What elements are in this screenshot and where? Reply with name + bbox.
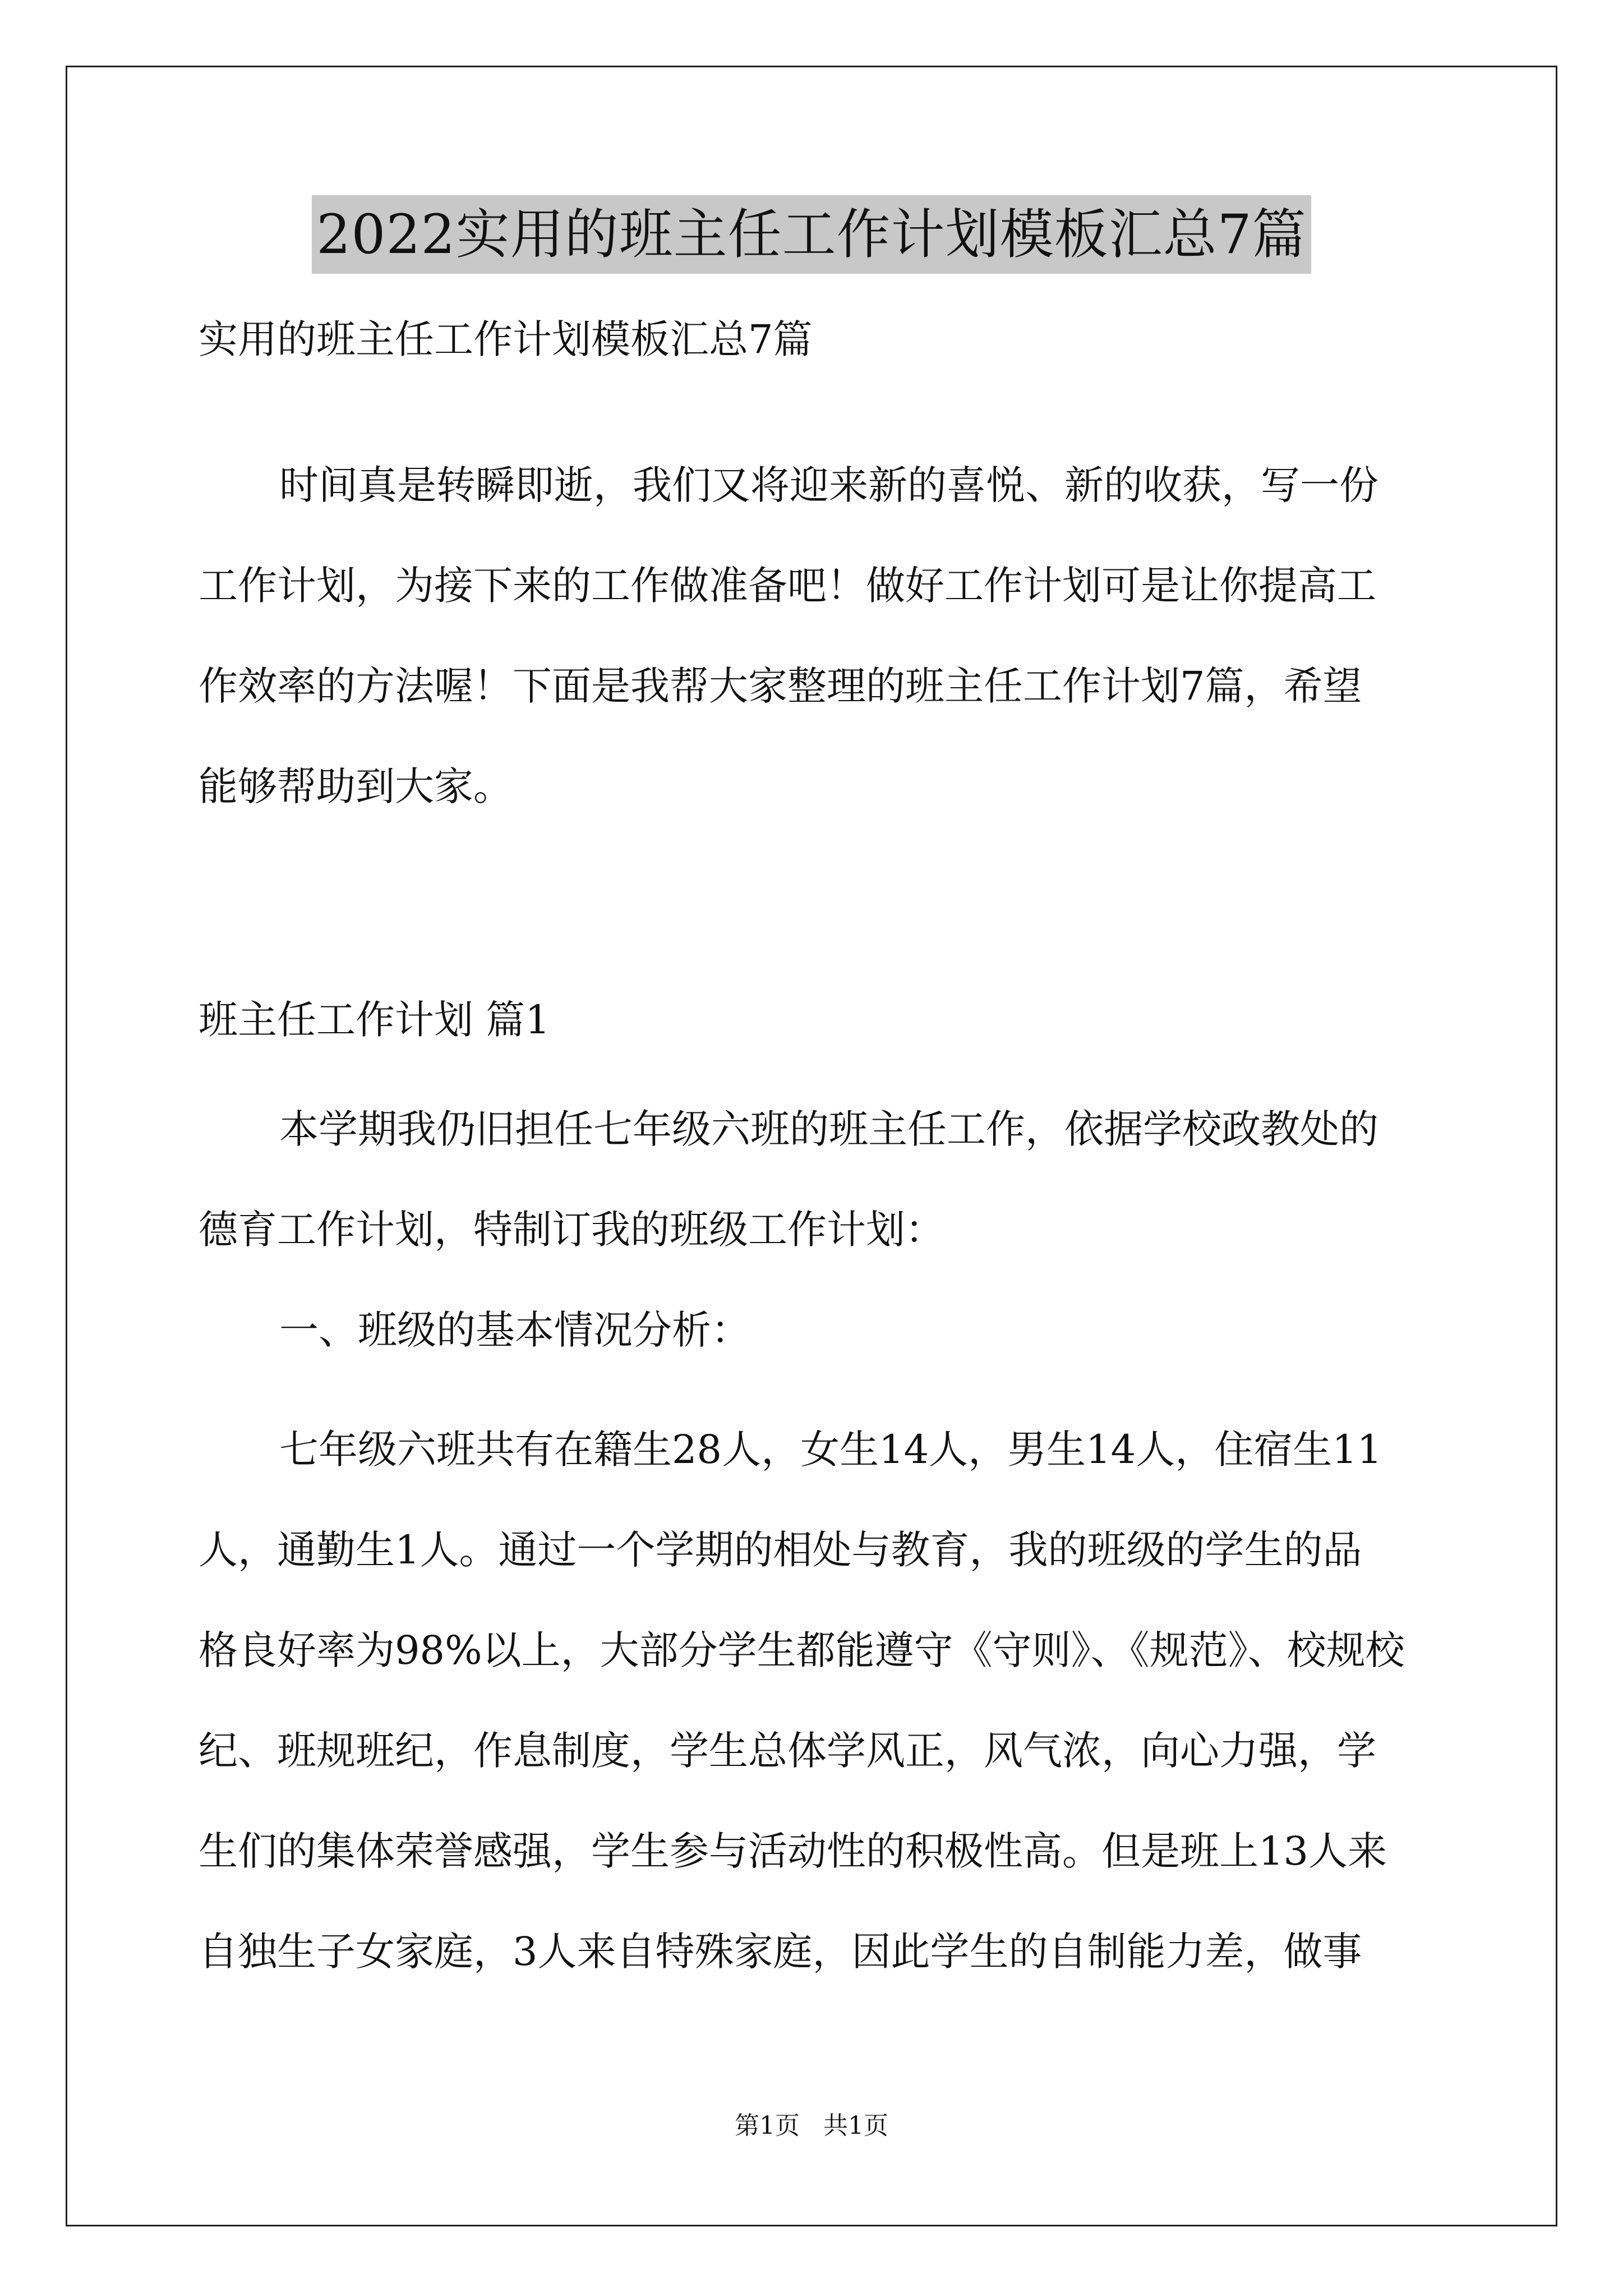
subtitle: 实用的班主任工作计划模板汇总7篇 <box>199 316 813 362</box>
document-title: 2022实用的班主任工作计划模板汇总7篇 <box>312 195 1311 274</box>
body-line-8: 生们的集体荣誉感强，学生参与活动性的积极性高。但是班上13人来 <box>199 1828 1387 1874</box>
body-line-7: 纪、班规班纪，作息制度，学生总体学风正，风气浓，向心力强，学 <box>199 1728 1376 1774</box>
body-line-9: 自独生子女家庭，3人来自特殊家庭，因此学生的自制能力差，做事 <box>199 1929 1362 1975</box>
intro-line-3: 作效率的方法喔！下面是我帮大家整理的班主任工作计划7篇，希望 <box>199 663 1362 709</box>
page-number: 第1页 共1页 <box>735 2111 888 2140</box>
intro-line-2: 工作计划，为接下来的工作做准备吧！做好工作计划可是让你提高工 <box>199 563 1376 609</box>
body-line-2: 德育工作计划，特制订我的班级工作计划： <box>199 1207 944 1253</box>
body-line-6: 格良好率为98%以上，大部分学生都能遵守《守则》、《规范》、校规校 <box>199 1627 1405 1673</box>
title-container <box>0 195 1623 274</box>
body-line-5: 人，通勤生1人。通过一个学期的相处与教育，我的班级的学生的品 <box>199 1527 1362 1573</box>
body-line-3: 一、班级的基本情况分析： <box>279 1307 750 1353</box>
body-line-4: 七年级六班共有在籍生28人，女生14人，男生14人，住宿生11 <box>279 1427 1382 1473</box>
section-heading: 班主任工作计划 篇1 <box>199 997 550 1043</box>
intro-line-1: 时间真是转瞬即逝，我们又将迎来新的喜悦、新的收获，写一份 <box>279 462 1378 508</box>
body-line-1: 本学期我仍旧担任七年级六班的班主任工作，依据学校政教处的 <box>279 1106 1378 1152</box>
intro-line-4: 能够帮助到大家。 <box>199 763 513 809</box>
